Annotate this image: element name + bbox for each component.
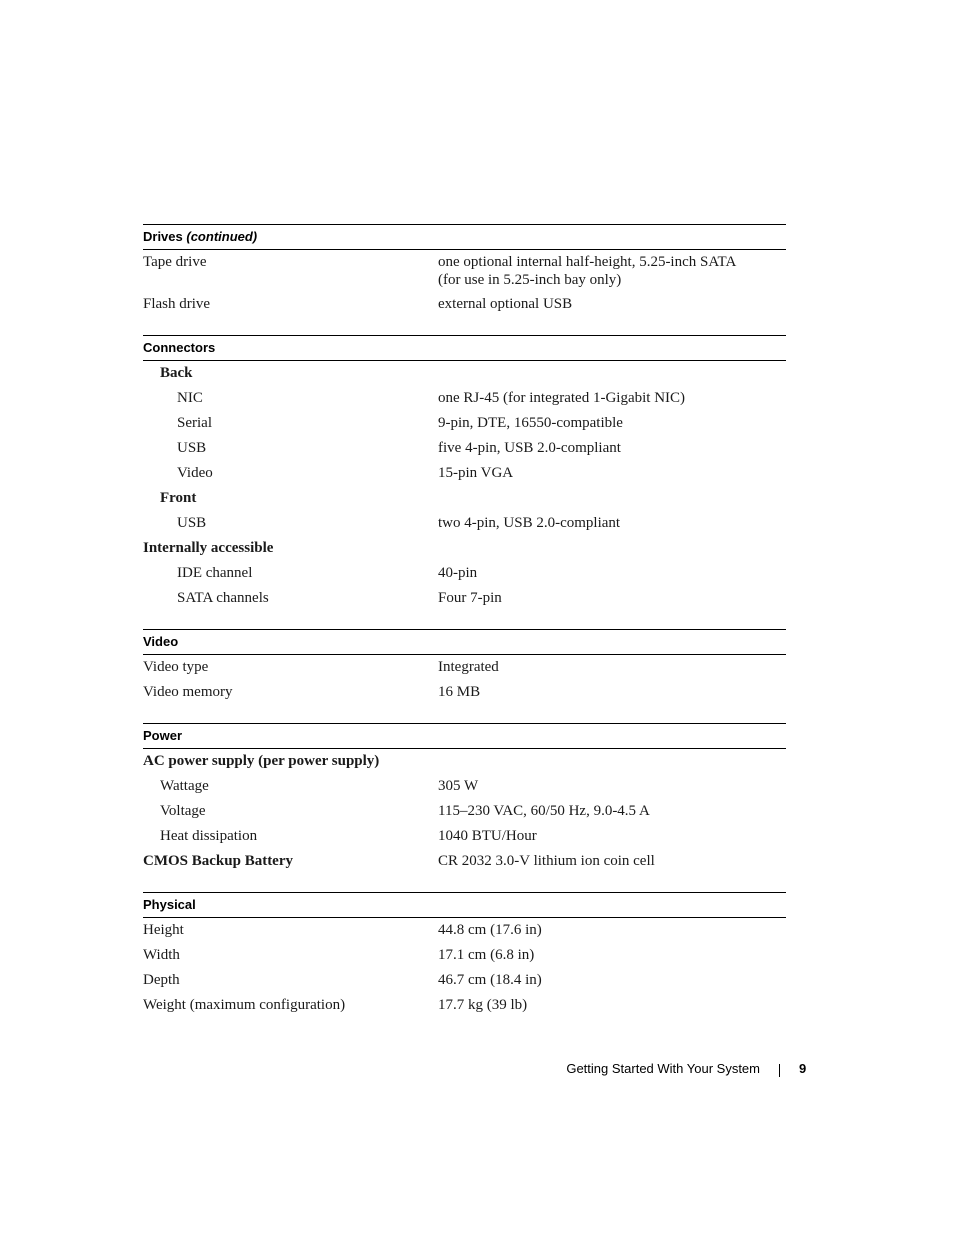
spec-value [438,253,786,293]
spec-row [143,944,786,969]
spec-label: Weight (maximum configuration) [143,997,346,1013]
spec-value: one RJ-45 (for integrated 1-Gigabit NIC) [438,390,686,406]
spec-label: Width [143,947,180,963]
spec-row [143,919,786,944]
spec-value: Integrated [438,659,499,675]
spec-label: AC power supply (per power supply) [143,753,380,769]
spec-row [143,775,786,800]
spec-label: SATA channels [177,590,269,606]
spec-value: 16 MB [438,684,481,700]
section-title: Connectors [143,340,216,355]
section-physical [143,892,786,1025]
spec-row [143,656,786,681]
spec-label: Flash drive [143,296,211,312]
spec-value: 40-pin [438,565,478,581]
spec-table [143,224,786,1025]
spec-value: 15-pin VGA [438,465,514,481]
spec-label: IDE channel [177,565,253,581]
spec-label: NIC [177,390,203,406]
section-title: Video [143,634,179,649]
section-heading [143,723,786,749]
spec-value: 44.8 cm (17.6 in) [438,922,542,938]
spec-subheading [143,362,786,387]
spec-row [143,387,786,412]
spec-value: five 4-pin, USB 2.0-compliant [438,440,621,456]
spec-label: Tape drive [143,254,207,270]
spec-value-line: (for use in 5.25-inch bay only) [438,272,622,288]
spec-row [143,850,786,875]
section-title-suffix: (continued) [186,229,258,244]
spec-row [143,562,786,587]
spec-label: CMOS Backup Battery [143,853,293,869]
spec-subheading [143,537,786,562]
spec-row [143,800,786,825]
spec-value: 115–230 VAC, 60/50 Hz, 9.0-4.5 A [438,803,650,819]
spec-label: Height [143,922,184,938]
spec-row [143,587,786,612]
spec-label: Heat dissipation [160,828,258,844]
spec-row [143,437,786,462]
spec-label: USB [177,440,207,456]
page-number: 9 [799,1061,807,1076]
spec-value: 305 W [438,778,479,794]
spec-value: 1040 BTU/Hour [438,828,537,844]
spec-row [143,512,786,537]
spec-label: Voltage [160,803,206,819]
spec-row [143,412,786,437]
spec-label: Front [160,490,197,506]
spec-label: Wattage [160,778,209,794]
spec-subheading [143,487,786,512]
spec-row [143,251,786,293]
footer-title: Getting Started With Your System [566,1061,760,1076]
spec-value: 9-pin, DTE, 16550-compatible [438,415,623,431]
section-power [143,723,786,892]
section-connectors [143,335,786,629]
spec-value: Four 7-pin [438,590,502,606]
spec-value: two 4-pin, USB 2.0-compliant [438,515,621,531]
spec-value: 17.1 cm (6.8 in) [438,947,535,963]
section-heading [143,335,786,361]
spec-row [143,462,786,487]
spec-label: Back [160,365,193,381]
section-title: Physical [143,897,196,912]
spec-row [143,969,786,994]
section-video [143,629,786,723]
spec-label: Serial [177,415,212,431]
spec-row [143,681,786,706]
spec-row [143,825,786,850]
section-drives [143,224,786,335]
spec-label: Depth [143,972,180,988]
section-title: Drives [143,229,183,244]
spec-label: Video type [143,659,209,675]
spec-label: USB [177,515,207,531]
spec-label: Video [177,465,213,481]
section-heading [143,224,786,250]
section-title: Power [143,728,183,743]
spec-row [143,994,786,1019]
section-heading [143,629,786,655]
spec-row [143,293,786,318]
spec-label: Internally accessible [143,540,274,556]
spec-value: CR 2032 3.0-V lithium ion coin cell [438,853,655,869]
spec-value: 17.7 kg (39 lb) [438,997,528,1013]
footer-separator [779,1064,780,1077]
spec-value: 46.7 cm (18.4 in) [438,972,542,988]
section-heading [143,892,786,918]
spec-value-line: one optional internal half-height, 5.25-inch SATA [438,254,737,270]
spec-label: Video memory [143,684,233,700]
spec-value: external optional USB [438,296,573,312]
spec-subheading [143,750,786,775]
